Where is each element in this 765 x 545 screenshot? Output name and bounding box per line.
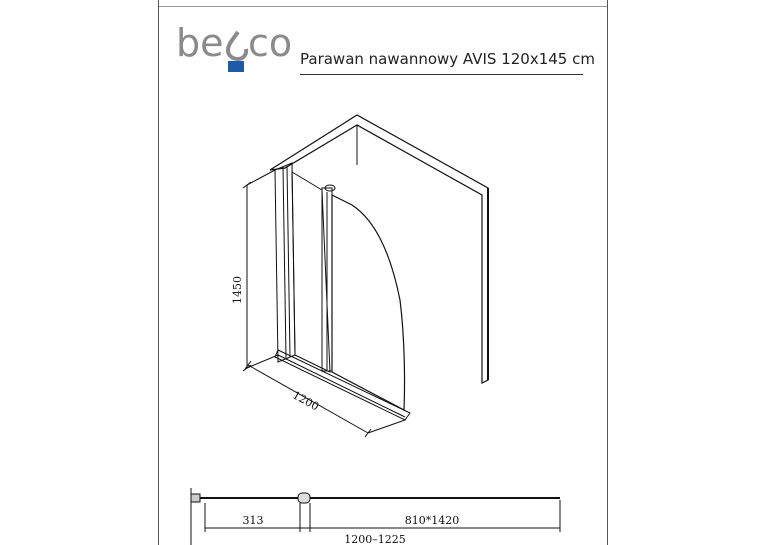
height-dim-label: 1450 [231,276,244,304]
logo-text-start: be [176,21,224,65]
wall-profile-line-1 [283,167,286,358]
fixed-glass-panel [292,172,330,372]
plan-dim-total-label: 1200–1225 [344,533,406,545]
plan-hinge [298,493,310,503]
bottom-track-line [278,355,405,417]
swing-glass-panel [332,195,405,410]
plan-dim-right-label: 810*1420 [404,514,460,527]
plan-wall-profile [191,494,200,502]
width-dim-label: 1200 [290,388,322,414]
height-dim-top-ext [247,170,275,185]
logo-text-end: co [248,21,293,65]
wall-profile-line-2 [287,166,290,357]
plan-dim-left-label: 313 [242,514,264,527]
isometric-view [243,115,488,437]
page-title: Parawan nawannowy AVIS 120x145 cm [300,50,595,68]
height-dim-bottom-ext [247,355,278,368]
width-dim-right-ext [368,420,405,433]
wall-back [270,115,488,383]
